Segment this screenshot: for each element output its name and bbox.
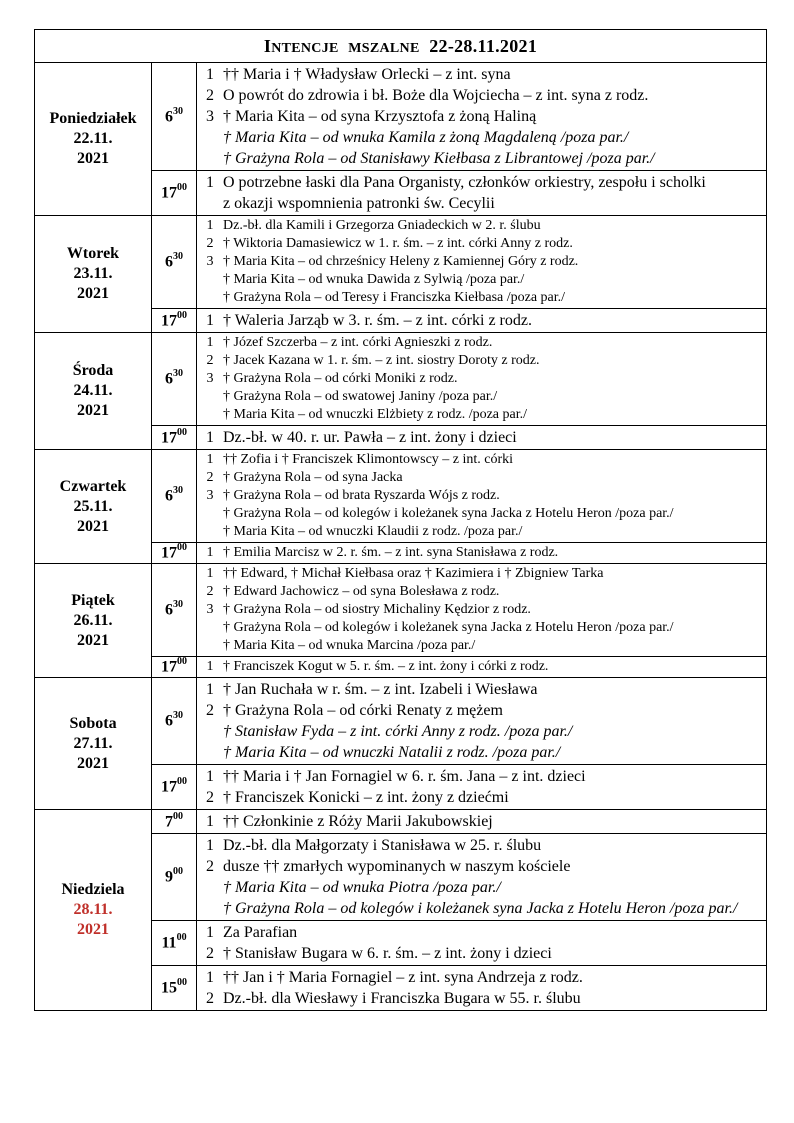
intention-item xyxy=(197,289,766,307)
title-initial: I xyxy=(263,35,272,56)
intention-item xyxy=(197,148,766,169)
intention-number: 1 xyxy=(206,66,214,83)
intention-text: † Grażyna Rola – od siostry Michaliny Kędzior z rodz. xyxy=(223,602,531,617)
title-word: NTENCJE xyxy=(271,40,339,56)
mass-time xyxy=(152,450,197,543)
mass-hour: 6 xyxy=(165,370,173,388)
intention-item xyxy=(197,523,766,541)
intention-item xyxy=(197,700,766,721)
intention-item xyxy=(197,487,766,505)
mass-minutes: 00 xyxy=(177,542,187,554)
intention-item xyxy=(197,742,766,763)
intention-item xyxy=(197,943,766,964)
intention-text: †† Edward, † Michał Kiełbasa oraz † Kazimiera i † Zbigniew Tarka xyxy=(223,566,604,581)
mass-minutes: 00 xyxy=(177,776,187,788)
intention-item xyxy=(197,406,766,424)
mass-time xyxy=(152,309,197,333)
intention-text: †† Jan i † Maria Fornagiel – z int. syna Andrzeja z rodz. xyxy=(223,969,583,986)
mass-minutes: 00 xyxy=(177,977,187,989)
intention-item xyxy=(197,583,766,601)
mass-hour: 15 xyxy=(161,979,177,997)
intention-text: † Stanisław Fyda – z int. córki Anny z rodz. /poza par./ xyxy=(223,723,573,740)
day-cell xyxy=(35,216,152,333)
intention-number: 2 xyxy=(206,858,214,875)
mass-time xyxy=(152,678,197,765)
mass-time xyxy=(152,216,197,309)
intention-number: 1 xyxy=(206,545,214,560)
intention-number: 3 xyxy=(206,488,214,503)
title-word-2: MSZALNE xyxy=(348,40,420,56)
mass-row xyxy=(35,216,767,309)
intentions-cell xyxy=(197,834,767,921)
intention-text: † Grażyna Rola – od kolegów i koleżanek syna Jacka z Hotelu Heron /poza par./ xyxy=(223,620,674,635)
intentions-cell xyxy=(197,678,767,765)
mass-minutes: 00 xyxy=(173,810,183,822)
intention-item xyxy=(197,451,766,469)
intentions-cell xyxy=(197,765,767,810)
intention-item xyxy=(197,787,766,808)
day-year: 2021 xyxy=(77,402,109,419)
mass-hour: 17 xyxy=(161,312,177,330)
mass-hour: 6 xyxy=(165,108,173,126)
intention-text: † Franciszek Kogut w 5. r. śm. – z int. żony i córki z rodz. xyxy=(223,659,549,674)
intention-number: 1 xyxy=(206,312,214,329)
intention-number: 2 xyxy=(206,470,214,485)
intention-item xyxy=(197,679,766,700)
intention-text: Dz.-bł. w 40. r. ur. Pawła – z int. żony i dzieci xyxy=(223,429,517,446)
mass-time xyxy=(152,657,197,678)
intention-text: Dz.-bł. dla Małgorzaty i Stanisława w 25. r. ślubu xyxy=(223,837,542,854)
intention-item xyxy=(197,619,766,637)
mass-time xyxy=(152,543,197,564)
day-cell xyxy=(35,450,152,564)
mass-hour: 11 xyxy=(161,934,177,952)
day-cell xyxy=(35,564,152,678)
intentions-cell xyxy=(197,309,767,333)
intention-item xyxy=(197,193,766,214)
mass-time xyxy=(152,834,197,921)
intention-item xyxy=(197,835,766,856)
mass-hour: 7 xyxy=(165,813,173,831)
intention-number: 1 xyxy=(206,813,214,830)
intention-number: 2 xyxy=(206,87,214,104)
day-date: 22.11. xyxy=(73,130,113,147)
intention-number: 1 xyxy=(206,429,214,446)
intention-text: † Maria Kita – od wnuka Dawida z Sylwią /poza par./ xyxy=(223,272,525,287)
day-year: 2021 xyxy=(77,631,109,649)
intention-item xyxy=(197,721,766,742)
intention-item xyxy=(197,253,766,271)
intention-item xyxy=(197,127,766,148)
mass-time xyxy=(152,426,197,450)
intention-text: † Maria Kita – od wnuka Piotra /poza par./ xyxy=(223,879,501,896)
intention-item xyxy=(197,505,766,523)
intention-item xyxy=(197,106,766,127)
day-year: 2021 xyxy=(77,150,109,167)
intention-item xyxy=(197,766,766,787)
intention-item xyxy=(197,427,766,448)
intention-number: 1 xyxy=(206,174,214,191)
mass-time xyxy=(152,810,197,834)
intention-text: † Maria Kita – od wnuczki Elżbiety z rodz. /poza par./ xyxy=(223,407,528,422)
mass-hour: 6 xyxy=(165,601,173,619)
intention-item xyxy=(197,856,766,877)
mass-time xyxy=(152,564,197,657)
intention-text: † Maria Kita – od wnuczki Natalii z rodz. /poza par./ xyxy=(223,744,561,761)
day-name: Piątek xyxy=(71,591,115,609)
intentions-cell xyxy=(197,966,767,1011)
intentions-cell xyxy=(197,216,767,309)
mass-time xyxy=(152,921,197,966)
mass-hour: 6 xyxy=(165,487,173,505)
intention-text: Dz.-bł. dla Kamili i Grzegorza Gniadeckich w 2. r. ślubu xyxy=(223,218,541,233)
intention-item xyxy=(197,334,766,352)
intention-item xyxy=(197,85,766,106)
intention-text: † Franciszek Konicki – z int. żony z dziećmi xyxy=(223,789,509,806)
intention-item xyxy=(197,544,766,562)
intention-text: † Grażyna Rola – od kolegów i koleżanek syna Jacka z Hotelu Heron /poza par./ xyxy=(223,506,674,521)
intention-item xyxy=(197,637,766,655)
day-year: 2021 xyxy=(77,921,109,938)
intentions-cell xyxy=(197,921,767,966)
intention-text: † Grażyna Rola – od córki Renaty z mężem xyxy=(223,702,503,719)
mass-time xyxy=(152,765,197,810)
intention-text: † Jan Ruchała w r. śm. – z int. Izabeli i Wiesława xyxy=(223,681,538,698)
mass-time xyxy=(152,966,197,1011)
intentions-cell xyxy=(197,657,767,678)
day-date: 28.11. xyxy=(73,901,113,918)
mass-hour: 6 xyxy=(165,712,173,730)
intention-text: dusze †† zmarłych wypominanych w naszym kościele xyxy=(223,858,571,875)
mass-minutes: 00 xyxy=(176,932,187,944)
mass-row xyxy=(35,63,767,171)
day-cell xyxy=(35,678,152,810)
intention-number: 3 xyxy=(206,602,214,617)
intention-number: 1 xyxy=(206,335,214,350)
intention-text: †† Członkinie z Róży Marii Jakubowskiej xyxy=(223,813,493,830)
intentions-cell xyxy=(197,171,767,216)
intention-item xyxy=(197,988,766,1009)
intention-item xyxy=(197,271,766,289)
intention-item xyxy=(197,967,766,988)
mass-hour: 17 xyxy=(161,429,177,447)
day-date: 24.11. xyxy=(73,382,113,399)
mass-hour: 9 xyxy=(165,868,173,886)
intention-text: † Maria Kita – od chrześnicy Heleny z Kamiennej Góry z rodz. xyxy=(223,254,579,269)
mass-minutes: 00 xyxy=(173,866,183,878)
mass-row xyxy=(35,564,767,657)
intention-number: 1 xyxy=(206,452,214,467)
intention-number: 2 xyxy=(206,945,214,962)
intention-text: † Grażyna Rola – od syna Jacka xyxy=(223,470,403,485)
intention-item xyxy=(197,658,766,676)
mass-minutes: 30 xyxy=(173,710,183,722)
intention-item xyxy=(197,877,766,898)
page-title xyxy=(35,30,767,63)
mass-hour: 6 xyxy=(165,253,173,271)
mass-time xyxy=(152,333,197,426)
mass-minutes: 00 xyxy=(177,426,187,438)
mass-hour: 17 xyxy=(161,658,177,676)
day-cell xyxy=(35,63,152,216)
intention-item xyxy=(197,64,766,85)
day-name: Środa xyxy=(72,362,114,379)
day-date: 26.11. xyxy=(73,611,113,629)
intentions-cell xyxy=(197,333,767,426)
day-year: 2021 xyxy=(77,285,109,302)
day-name: Sobota xyxy=(69,714,117,732)
mass-minutes: 30 xyxy=(173,599,183,611)
mass-row xyxy=(35,678,767,765)
intention-number: 3 xyxy=(206,254,214,269)
intention-text: † Emilia Marcisz w 2. r. śm. – z int. syna Stanisława z rodz. xyxy=(223,545,559,560)
intention-number: 2 xyxy=(206,236,214,251)
intention-text: † Maria Kita – od wnuczki Klaudii z rodz. /poza par./ xyxy=(223,524,523,539)
intention-text: † Maria Kita – od syna Krzysztofa z żoną Haliną xyxy=(223,108,537,125)
mass-minutes: 00 xyxy=(177,656,187,668)
title-dates: 22-28.11.2021 xyxy=(429,35,538,56)
day-name: Wtorek xyxy=(66,245,120,262)
mass-hour: 17 xyxy=(161,544,177,562)
day-year: 2021 xyxy=(77,517,109,535)
intention-text: O powrót do zdrowia i bł. Boże dla Wojciecha – z int. syna z rodz. xyxy=(223,87,649,104)
intentions-cell xyxy=(197,810,767,834)
intention-item xyxy=(197,388,766,406)
day-name: Niedziela xyxy=(61,881,125,898)
intentions-cell xyxy=(197,450,767,543)
mass-hour: 17 xyxy=(161,778,177,796)
intention-item xyxy=(197,235,766,253)
day-name: Czwartek xyxy=(59,477,127,495)
intention-number: 2 xyxy=(206,702,214,719)
intention-text: † Stanisław Bugara w 6. r. śm. – z int. żony i dzieci xyxy=(223,945,552,962)
title-row xyxy=(35,30,767,63)
intention-text: † Maria Kita – od wnuka Kamila z żoną Magdaleną /poza par./ xyxy=(223,129,629,146)
mass-minutes: 30 xyxy=(173,485,183,497)
intention-item xyxy=(197,310,766,331)
intention-text: † Edward Jachowicz – od syna Bolesława z rodz. xyxy=(223,584,500,599)
mass-row xyxy=(35,810,767,834)
intention-item xyxy=(197,922,766,943)
intention-number: 1 xyxy=(206,566,214,581)
intention-item xyxy=(197,370,766,388)
intention-number: 2 xyxy=(206,789,214,806)
intention-number: 1 xyxy=(206,681,214,698)
intention-text: Za Parafian xyxy=(223,924,298,941)
intention-number: 3 xyxy=(206,371,214,386)
day-date: 27.11. xyxy=(73,734,113,752)
intentions-cell xyxy=(197,564,767,657)
intentions-sheet xyxy=(34,29,766,1011)
intention-item xyxy=(197,601,766,619)
mass-hour: 17 xyxy=(161,184,177,202)
intention-item xyxy=(197,172,766,193)
intention-item xyxy=(197,811,766,832)
intention-item xyxy=(197,898,766,919)
intention-text: Dz.-bł. dla Wiesławy i Franciszka Bugara w 55. r. ślubu xyxy=(223,990,581,1007)
intention-number: 1 xyxy=(206,837,214,854)
intentions-cell xyxy=(197,543,767,564)
mass-minutes: 30 xyxy=(173,105,183,117)
intention-number: 1 xyxy=(206,659,214,674)
intention-text: † Grażyna Rola – od Teresy i Franciszka Kiełbasa /poza par./ xyxy=(223,290,566,305)
intention-number: 1 xyxy=(206,969,214,986)
mass-minutes: 00 xyxy=(177,182,187,194)
intention-number: 1 xyxy=(206,218,214,233)
day-date: 25.11. xyxy=(73,497,113,515)
intention-text: † Wiktoria Damasiewicz w 1. r. śm. – z int. córki Anny z rodz. xyxy=(223,236,573,251)
intention-text: †† Maria i † Jan Fornagiel w 6. r. śm. Jana – z int. dzieci xyxy=(223,768,586,785)
intention-item xyxy=(197,565,766,583)
intention-text: † Grażyna Rola – od córki Moniki z rodz. xyxy=(223,371,458,386)
intention-text: † Grażyna Rola – od brata Ryszarda Wójs z rodz. xyxy=(223,488,500,503)
intention-item xyxy=(197,469,766,487)
intentions-table xyxy=(34,29,767,1011)
intentions-cell xyxy=(197,426,767,450)
intention-text: † Jacek Kazana w 1. r. śm. – z int. siostry Doroty z rodz. xyxy=(223,353,540,368)
intention-text: † Maria Kita – od wnuka Marcina /poza par./ xyxy=(223,638,476,653)
intention-text: z okazji wspomnienia patronki św. Cecylii xyxy=(223,195,495,212)
day-cell xyxy=(35,810,152,1011)
intention-number: 2 xyxy=(206,353,214,368)
intention-number: 3 xyxy=(206,108,214,125)
intentions-cell xyxy=(197,63,767,171)
mass-minutes: 30 xyxy=(173,368,183,380)
intention-text: † Grażyna Rola – od swatowej Janiny /poza par./ xyxy=(223,389,498,404)
intention-text: †† Maria i † Władysław Orlecki – z int. syna xyxy=(223,66,511,83)
intention-text: † Grażyna Rola – od Stanisławy Kiełbasa z Librantowej /poza par./ xyxy=(223,150,655,167)
intention-item xyxy=(197,352,766,370)
day-cell xyxy=(35,333,152,450)
mass-minutes: 00 xyxy=(177,309,187,321)
intention-number: 2 xyxy=(206,990,214,1007)
intention-text: † Grażyna Rola – od kolegów i koleżanek syna Jacka z Hotelu Heron /poza par./ xyxy=(223,900,738,917)
mass-row xyxy=(35,450,767,543)
intention-text: O potrzebne łaski dla Pana Organisty, członków orkiestry, zespołu i scholki xyxy=(223,174,706,191)
mass-time xyxy=(152,63,197,171)
mass-row xyxy=(35,333,767,426)
intention-number: 2 xyxy=(206,584,214,599)
day-date: 23.11. xyxy=(73,265,113,282)
intention-item xyxy=(197,217,766,235)
mass-time xyxy=(152,171,197,216)
intention-number: 1 xyxy=(206,924,214,941)
intention-text: † Waleria Jarząb w 3. r. śm. – z int. córki z rodz. xyxy=(223,312,532,329)
day-year: 2021 xyxy=(77,754,109,772)
intention-number: 1 xyxy=(206,768,214,785)
intention-text: † Józef Szczerba – z int. córki Agnieszki z rodz. xyxy=(223,335,493,350)
mass-minutes: 30 xyxy=(173,251,183,263)
intention-text: †† Zofia i † Franciszek Klimontowscy – z int. córki xyxy=(223,452,514,467)
day-name: Poniedziałek xyxy=(49,110,137,127)
